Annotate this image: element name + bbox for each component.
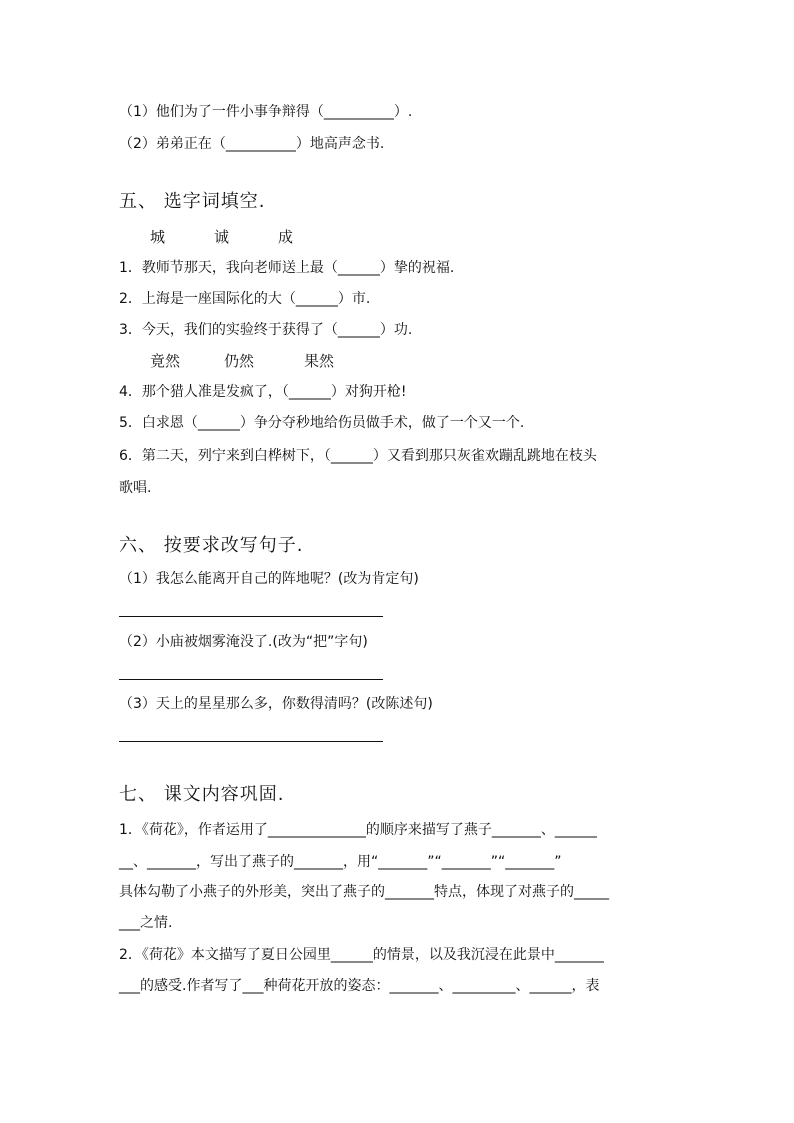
section-heading: 五、 选字词填空. xyxy=(119,191,266,212)
word-option: 城 xyxy=(150,228,166,246)
question-line: 1．《荷花》，作者运用了______________的顺序来描写了燕子_______、______ xyxy=(119,822,597,838)
question-line: 3．今天，我们的实验终于获得了（______）功. xyxy=(119,322,413,338)
question-line: 6．第二天，列宁来到白桦树下，（______）又看到那只灰雀欢蹦乱跳地在枝头 xyxy=(119,448,597,464)
answer-line[interactable] xyxy=(119,741,383,742)
word-option: 果然 xyxy=(304,352,335,370)
word-option: 诚 xyxy=(214,228,230,246)
word-option: 成 xyxy=(278,228,294,246)
question-line: ___之情. xyxy=(119,915,173,931)
question-line: 具体勾勒了小燕子的外形美，突出了燕子的_______特点，体现了对燕子的_____ xyxy=(119,884,609,900)
section-heading: 六、 按要求改写句子. xyxy=(119,535,304,556)
question-line: 2．上海是一座国际化的大（______）市. xyxy=(119,291,371,307)
word-option: 竟然 xyxy=(150,352,181,370)
question-line: 1．教师节那天，我向老师送上最（______）挚的祝福. xyxy=(119,260,455,276)
question-line: 5．白求恩（______）争分夺秒地给伤员做手术，做了一个又一个. xyxy=(119,415,525,431)
question-line: 歌唱. xyxy=(119,480,152,496)
question-line: __、_______，写出了燕子的_______，用“_______”“_______”“_______” xyxy=(119,854,562,870)
question-line: （2）弟弟正在（__________）地高声念书. xyxy=(119,136,385,152)
question-line: （1）我怎么能离开自己的阵地呢？(改为肯定句) xyxy=(119,571,419,587)
question-line: 4．那个猎人准是发疯了，（______）对狗开枪! xyxy=(119,384,407,400)
question-line: （3）天上的星星那么多，你数得清吗？(改陈述句) xyxy=(119,696,433,712)
question-line: 2．《荷花》本文描写了夏日公园里______的情景，以及我沉浸在此景中_______ xyxy=(119,947,604,963)
answer-line[interactable] xyxy=(119,679,383,680)
question-line: （1）他们为了一件小事争辩得（__________）. xyxy=(119,104,413,120)
word-option: 仍然 xyxy=(224,352,255,370)
answer-line[interactable] xyxy=(119,616,383,617)
section-heading: 七、 课文内容巩固. xyxy=(119,784,285,805)
question-line: ___的感受.作者写了___种荷花开放的姿态：_______、_________、______，表 xyxy=(119,978,600,994)
question-line: （2）小庙被烟雾淹没了.(改为“把”字句) xyxy=(119,634,368,650)
